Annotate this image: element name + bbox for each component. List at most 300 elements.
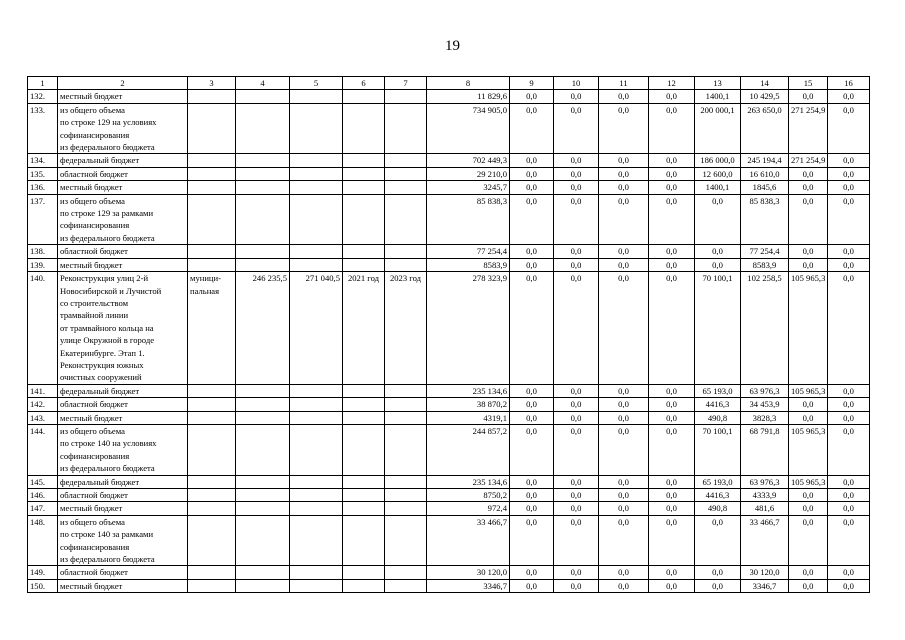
description-line: областной бюджет xyxy=(60,490,128,500)
header-row xyxy=(28,77,870,90)
value-cell-col-13: 1400,1 xyxy=(695,90,741,103)
total-cost-cell xyxy=(290,167,343,180)
value-cell-col-12: 0,0 xyxy=(649,272,695,385)
table-row xyxy=(28,384,870,397)
value-cell-col-14: 4333,9 xyxy=(741,489,789,502)
value-cell-col-14: 33 466,7 xyxy=(741,515,789,566)
row-number-cell: 136. xyxy=(28,181,58,194)
description-line: местный бюджет xyxy=(60,412,123,423)
total-cost-cell xyxy=(290,90,343,103)
value-cell-col-9: 0,0 xyxy=(510,475,554,488)
start-year-cell xyxy=(343,181,385,194)
value-cell-col-9: 0,0 xyxy=(510,272,554,385)
row-description-cell xyxy=(58,411,188,424)
value-cell-col-11: 0,0 xyxy=(599,579,649,592)
description-line: Реконструкция южных xyxy=(60,359,144,370)
value-cell-col-12: 0,0 xyxy=(649,398,695,411)
start-year-cell xyxy=(343,258,385,271)
value-cell-col-9: 0,0 xyxy=(510,154,554,167)
ownership-cell xyxy=(188,411,236,424)
value-cell-col-10: 0,0 xyxy=(554,103,599,154)
value-cell-col-12: 0,0 xyxy=(649,475,695,488)
value-cell-col-10: 0,0 xyxy=(554,194,599,245)
estimated-cost-cell xyxy=(236,489,290,502)
start-year-cell xyxy=(343,579,385,592)
value-cell-col-15: 0,0 xyxy=(789,181,828,194)
estimated-cost-cell xyxy=(236,245,290,258)
row-number-cell: 142. xyxy=(28,398,58,411)
row-description-cell xyxy=(58,194,188,245)
value-cell-col-16: 0,0 xyxy=(828,245,870,258)
start-year-cell xyxy=(343,154,385,167)
row-description-cell xyxy=(58,245,188,258)
value-cell-col-12: 0,0 xyxy=(649,90,695,103)
value-cell-col-13: 0,0 xyxy=(695,566,741,579)
value-cell-col-11: 0,0 xyxy=(599,475,649,488)
description-line: местный бюджет xyxy=(60,580,123,591)
row-number-cell: 133. xyxy=(28,103,58,154)
end-year-cell xyxy=(385,154,427,167)
row-description-cell xyxy=(58,475,188,488)
description-line: из федерального бюджета xyxy=(60,232,155,243)
estimated-cost-cell xyxy=(236,384,290,397)
value-cell-col-12: 0,0 xyxy=(649,154,695,167)
table-row xyxy=(28,181,870,194)
row-number-cell: 149. xyxy=(28,566,58,579)
table-row xyxy=(28,258,870,271)
value-cell-col-11: 0,0 xyxy=(599,424,649,475)
value-cell-col-15: 105 965,3 xyxy=(789,272,828,385)
row-description-cell xyxy=(58,502,188,515)
row-description-cell xyxy=(58,272,188,385)
start-year-cell xyxy=(343,245,385,258)
value-cell-col-12: 0,0 xyxy=(649,411,695,424)
value-cell-col-12: 0,0 xyxy=(649,181,695,194)
start-year-cell xyxy=(343,384,385,397)
ownership-cell xyxy=(188,90,236,103)
value-cell-col-13: 0,0 xyxy=(695,194,741,245)
description-line: федеральный бюджет xyxy=(60,155,140,166)
value-cell-col-11: 0,0 xyxy=(599,154,649,167)
value-cell-col-8: 8750,2 xyxy=(427,489,510,502)
page-number: 19 xyxy=(445,38,460,54)
total-cost-cell xyxy=(290,384,343,397)
description-line: по строке 140 на условиях xyxy=(60,438,157,449)
estimated-cost-cell xyxy=(236,258,290,271)
total-cost-cell xyxy=(290,566,343,579)
description-line: очистных сооружений xyxy=(60,372,142,383)
value-cell-col-15: 0,0 xyxy=(789,579,828,592)
row-description-cell xyxy=(58,424,188,475)
table-row xyxy=(28,272,870,385)
row-number-cell: 147. xyxy=(28,502,58,515)
table-row xyxy=(28,245,870,258)
ownership-cell xyxy=(188,398,236,411)
table-row xyxy=(28,579,870,592)
budget-table xyxy=(27,76,870,593)
value-cell-col-14: 30 120,0 xyxy=(741,566,789,579)
row-description-cell xyxy=(58,579,188,592)
ownership-cell xyxy=(188,103,236,154)
value-cell-col-9: 0,0 xyxy=(510,194,554,245)
value-cell-col-16: 0,0 xyxy=(828,475,870,488)
ownership-cell xyxy=(188,424,236,475)
end-year-cell xyxy=(385,566,427,579)
value-cell-col-13: 0,0 xyxy=(695,245,741,258)
value-cell-col-10: 0,0 xyxy=(554,181,599,194)
value-cell-col-13: 186 000,0 xyxy=(695,154,741,167)
value-cell-col-16: 0,0 xyxy=(828,167,870,180)
start-year-cell xyxy=(343,515,385,566)
value-cell-col-8: 77 254,4 xyxy=(427,245,510,258)
table-row xyxy=(28,154,870,167)
ownership-cell xyxy=(188,515,236,566)
end-year-cell xyxy=(385,194,427,245)
value-cell-col-8: 235 134,6 xyxy=(427,384,510,397)
header-cell: 12 xyxy=(649,77,695,90)
value-cell-col-14: 68 791,8 xyxy=(741,424,789,475)
value-cell-col-8: 972,4 xyxy=(427,502,510,515)
table-row xyxy=(28,103,870,154)
table-row xyxy=(28,489,870,502)
value-cell-col-10: 0,0 xyxy=(554,489,599,502)
total-cost-cell xyxy=(290,103,343,154)
value-cell-col-11: 0,0 xyxy=(599,167,649,180)
row-number-cell: 139. xyxy=(28,258,58,271)
ownership-cell xyxy=(188,475,236,488)
start-year-cell xyxy=(343,398,385,411)
total-cost-cell xyxy=(290,475,343,488)
value-cell-col-11: 0,0 xyxy=(599,245,649,258)
row-description-cell xyxy=(58,384,188,397)
value-cell-col-9: 0,0 xyxy=(510,489,554,502)
value-cell-col-11: 0,0 xyxy=(599,103,649,154)
row-description-cell xyxy=(58,103,188,154)
table-row xyxy=(28,194,870,245)
ownership-cell xyxy=(188,502,236,515)
estimated-cost-cell xyxy=(236,424,290,475)
total-cost-cell xyxy=(290,502,343,515)
estimated-cost-cell xyxy=(236,515,290,566)
description-line: из федерального бюджета xyxy=(60,463,155,474)
end-year-cell: 2023 год xyxy=(385,272,427,385)
end-year-cell xyxy=(385,90,427,103)
description-line: местный бюджет xyxy=(60,91,123,102)
description-line: из федерального бюджета xyxy=(60,142,155,153)
end-year-cell xyxy=(385,398,427,411)
value-cell-col-14: 3828,3 xyxy=(741,411,789,424)
value-cell-col-14: 63 976,3 xyxy=(741,475,789,488)
ownership-cell xyxy=(188,579,236,592)
value-cell-col-9: 0,0 xyxy=(510,515,554,566)
value-cell-col-11: 0,0 xyxy=(599,272,649,385)
value-cell-col-8: 4319,1 xyxy=(427,411,510,424)
value-cell-col-16: 0,0 xyxy=(828,384,870,397)
value-cell-col-13: 200 000,1 xyxy=(695,103,741,154)
start-year-cell xyxy=(343,566,385,579)
total-cost-cell xyxy=(290,194,343,245)
value-cell-col-10: 0,0 xyxy=(554,411,599,424)
value-cell-col-11: 0,0 xyxy=(599,489,649,502)
start-year-cell xyxy=(343,103,385,154)
header-cell: 5 xyxy=(290,77,343,90)
description-line: областной бюджет xyxy=(60,168,128,179)
row-number-cell: 137. xyxy=(28,194,58,245)
row-number-cell: 143. xyxy=(28,411,58,424)
value-cell-col-14: 1845,6 xyxy=(741,181,789,194)
description-line: от трамвайного кольца на xyxy=(60,322,154,333)
description-line: Реконструкция улиц 2-й xyxy=(60,273,149,284)
value-cell-col-14: 10 429,5 xyxy=(741,90,789,103)
value-cell-col-12: 0,0 xyxy=(649,502,695,515)
value-cell-col-15: 0,0 xyxy=(789,515,828,566)
end-year-cell xyxy=(385,411,427,424)
description-line: по строке 140 за рамками xyxy=(60,529,154,540)
value-cell-col-10: 0,0 xyxy=(554,272,599,385)
value-cell-col-14: 3346,7 xyxy=(741,579,789,592)
description-line: областной бюджет xyxy=(60,399,128,410)
row-description-cell xyxy=(58,398,188,411)
start-year-cell xyxy=(343,475,385,488)
total-cost-cell xyxy=(290,245,343,258)
estimated-cost-cell xyxy=(236,398,290,411)
value-cell-col-10: 0,0 xyxy=(554,579,599,592)
value-cell-col-10: 0,0 xyxy=(554,566,599,579)
value-cell-col-10: 0,0 xyxy=(554,384,599,397)
value-cell-col-14: 8583,9 xyxy=(741,258,789,271)
table-row xyxy=(28,411,870,424)
value-cell-col-13: 65 193,0 xyxy=(695,384,741,397)
value-cell-col-8: 33 466,7 xyxy=(427,515,510,566)
row-description-cell xyxy=(58,566,188,579)
value-cell-col-9: 0,0 xyxy=(510,424,554,475)
value-cell-col-16: 0,0 xyxy=(828,258,870,271)
value-cell-col-10: 0,0 xyxy=(554,154,599,167)
value-cell-col-11: 0,0 xyxy=(599,502,649,515)
row-description-cell xyxy=(58,258,188,271)
value-cell-col-15: 0,0 xyxy=(789,194,828,245)
total-cost-cell: 271 040,5 xyxy=(290,272,343,385)
total-cost-cell xyxy=(290,424,343,475)
value-cell-col-10: 0,0 xyxy=(554,515,599,566)
estimated-cost-cell xyxy=(236,475,290,488)
value-cell-col-8: 38 870,2 xyxy=(427,398,510,411)
value-cell-col-13: 490,8 xyxy=(695,411,741,424)
ownership-cell xyxy=(188,181,236,194)
value-cell-col-15: 0,0 xyxy=(789,502,828,515)
value-cell-col-13: 12 600,0 xyxy=(695,167,741,180)
value-cell-col-8: 278 323,9 xyxy=(427,272,510,385)
description-line: из общего объема xyxy=(60,516,125,527)
value-cell-col-12: 0,0 xyxy=(649,245,695,258)
description-line: местный бюджет xyxy=(60,259,123,270)
ownership-line: муници- xyxy=(190,273,221,284)
value-cell-col-11: 0,0 xyxy=(599,566,649,579)
row-number-cell: 138. xyxy=(28,245,58,258)
row-description-cell xyxy=(58,167,188,180)
value-cell-col-14: 102 258,5 xyxy=(741,272,789,385)
value-cell-col-9: 0,0 xyxy=(510,398,554,411)
value-cell-col-10: 0,0 xyxy=(554,258,599,271)
description-line: софинансирования xyxy=(60,541,130,552)
end-year-cell xyxy=(385,245,427,258)
value-cell-col-16: 0,0 xyxy=(828,579,870,592)
row-number-cell: 150. xyxy=(28,579,58,592)
start-year-cell xyxy=(343,489,385,502)
header-cell: 8 xyxy=(427,77,510,90)
value-cell-col-13: 1400,1 xyxy=(695,181,741,194)
value-cell-col-14: 245 194,4 xyxy=(741,154,789,167)
value-cell-col-8: 8583,9 xyxy=(427,258,510,271)
description-line: местный бюджет xyxy=(60,503,123,514)
value-cell-col-13: 4416,3 xyxy=(695,489,741,502)
total-cost-cell xyxy=(290,398,343,411)
value-cell-col-12: 0,0 xyxy=(649,103,695,154)
value-cell-col-12: 0,0 xyxy=(649,384,695,397)
end-year-cell xyxy=(385,258,427,271)
end-year-cell xyxy=(385,384,427,397)
value-cell-col-15: 105 965,3 xyxy=(789,424,828,475)
end-year-cell xyxy=(385,515,427,566)
table-row xyxy=(28,566,870,579)
value-cell-col-14: 263 650,0 xyxy=(741,103,789,154)
ownership-cell xyxy=(188,489,236,502)
ownership-cell xyxy=(188,272,236,385)
description-line: софинансирования xyxy=(60,450,130,461)
estimated-cost-cell xyxy=(236,103,290,154)
table-row xyxy=(28,424,870,475)
value-cell-col-13: 0,0 xyxy=(695,258,741,271)
header-cell: 7 xyxy=(385,77,427,90)
end-year-cell xyxy=(385,103,427,154)
estimated-cost-cell xyxy=(236,579,290,592)
estimated-cost-cell xyxy=(236,154,290,167)
row-description-cell xyxy=(58,154,188,167)
description-line: федеральный бюджет xyxy=(60,385,140,396)
value-cell-col-8: 3346,7 xyxy=(427,579,510,592)
total-cost-cell xyxy=(290,181,343,194)
estimated-cost-cell xyxy=(236,566,290,579)
value-cell-col-14: 34 453,9 xyxy=(741,398,789,411)
description-line: по строке 129 на условиях xyxy=(60,117,157,128)
total-cost-cell xyxy=(290,154,343,167)
value-cell-col-13: 4416,3 xyxy=(695,398,741,411)
table-row xyxy=(28,167,870,180)
estimated-cost-cell xyxy=(236,411,290,424)
value-cell-col-10: 0,0 xyxy=(554,398,599,411)
ownership-cell xyxy=(188,245,236,258)
value-cell-col-13: 70 100,1 xyxy=(695,272,741,385)
value-cell-col-10: 0,0 xyxy=(554,424,599,475)
value-cell-col-10: 0,0 xyxy=(554,475,599,488)
value-cell-col-10: 0,0 xyxy=(554,167,599,180)
value-cell-col-15: 0,0 xyxy=(789,566,828,579)
estimated-cost-cell xyxy=(236,194,290,245)
description-line: Екатеринбурге. Этап 1. xyxy=(60,347,145,358)
description-line: областной бюджет xyxy=(60,567,128,578)
row-description-cell xyxy=(58,489,188,502)
end-year-cell xyxy=(385,475,427,488)
value-cell-col-11: 0,0 xyxy=(599,411,649,424)
value-cell-col-9: 0,0 xyxy=(510,502,554,515)
row-number-cell: 146. xyxy=(28,489,58,502)
ownership-cell xyxy=(188,566,236,579)
description-line: из федерального бюджета xyxy=(60,554,155,565)
value-cell-col-12: 0,0 xyxy=(649,424,695,475)
description-line: улице Окружной в городе xyxy=(60,335,155,346)
value-cell-col-16: 0,0 xyxy=(828,515,870,566)
start-year-cell xyxy=(343,424,385,475)
value-cell-col-12: 0,0 xyxy=(649,258,695,271)
header-cell: 13 xyxy=(695,77,741,90)
value-cell-col-15: 0,0 xyxy=(789,411,828,424)
header-cell: 14 xyxy=(741,77,789,90)
value-cell-col-8: 734 905,0 xyxy=(427,103,510,154)
header-cell: 3 xyxy=(188,77,236,90)
description-line: из общего объема xyxy=(60,195,125,206)
value-cell-col-10: 0,0 xyxy=(554,245,599,258)
value-cell-col-16: 0,0 xyxy=(828,398,870,411)
value-cell-col-13: 0,0 xyxy=(695,515,741,566)
estimated-cost-cell xyxy=(236,167,290,180)
ownership-cell xyxy=(188,154,236,167)
end-year-cell xyxy=(385,502,427,515)
header-cell: 15 xyxy=(789,77,828,90)
value-cell-col-13: 70 100,1 xyxy=(695,424,741,475)
value-cell-col-11: 0,0 xyxy=(599,90,649,103)
row-description-cell xyxy=(58,515,188,566)
value-cell-col-16: 0,0 xyxy=(828,489,870,502)
value-cell-col-11: 0,0 xyxy=(599,258,649,271)
row-number-cell: 144. xyxy=(28,424,58,475)
value-cell-col-14: 16 610,0 xyxy=(741,167,789,180)
ownership-cell xyxy=(188,167,236,180)
value-cell-col-12: 0,0 xyxy=(649,489,695,502)
end-year-cell xyxy=(385,424,427,475)
total-cost-cell xyxy=(290,411,343,424)
header-cell: 9 xyxy=(510,77,554,90)
header-cell: 10 xyxy=(554,77,599,90)
start-year-cell xyxy=(343,411,385,424)
header-cell: 11 xyxy=(599,77,649,90)
table-row xyxy=(28,398,870,411)
end-year-cell xyxy=(385,579,427,592)
table-row xyxy=(28,475,870,488)
header-cell: 1 xyxy=(28,77,58,90)
value-cell-col-15: 105 965,3 xyxy=(789,384,828,397)
header-cell: 4 xyxy=(236,77,290,90)
value-cell-col-15: 0,0 xyxy=(789,245,828,258)
value-cell-col-16: 0,0 xyxy=(828,103,870,154)
value-cell-col-9: 0,0 xyxy=(510,566,554,579)
value-cell-col-13: 65 193,0 xyxy=(695,475,741,488)
value-cell-col-9: 0,0 xyxy=(510,181,554,194)
value-cell-col-9: 0,0 xyxy=(510,245,554,258)
total-cost-cell xyxy=(290,515,343,566)
end-year-cell xyxy=(385,181,427,194)
description-line: из общего объема xyxy=(60,425,125,436)
end-year-cell xyxy=(385,489,427,502)
value-cell-col-9: 0,0 xyxy=(510,103,554,154)
value-cell-col-13: 0,0 xyxy=(695,579,741,592)
value-cell-col-8: 11 829,6 xyxy=(427,90,510,103)
value-cell-col-16: 0,0 xyxy=(828,181,870,194)
description-line: со строительством xyxy=(60,297,129,308)
start-year-cell xyxy=(343,90,385,103)
row-number-cell: 140. xyxy=(28,272,58,385)
start-year-cell xyxy=(343,167,385,180)
value-cell-col-9: 0,0 xyxy=(510,258,554,271)
